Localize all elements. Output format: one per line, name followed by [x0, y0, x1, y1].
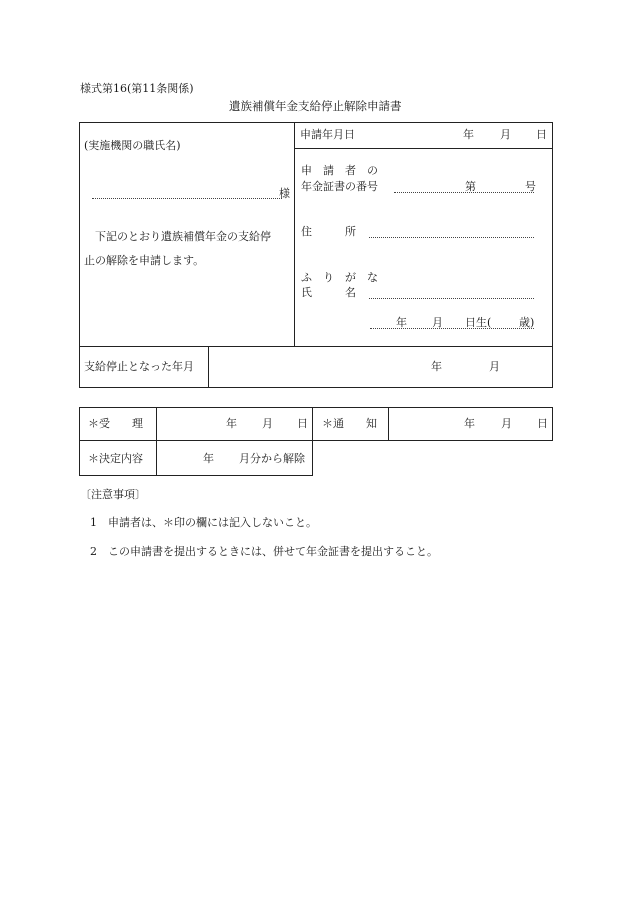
birth-day-label: 日生( [465, 316, 492, 329]
application-date-label: 申請年月日 [300, 128, 355, 141]
official-name-field[interactable] [92, 198, 282, 199]
name-label: 氏 名 [301, 286, 356, 299]
notice-label-divider [388, 407, 389, 441]
applicant-label: 申 請 者 の [301, 164, 378, 177]
address-field[interactable] [369, 237, 534, 238]
address-label: 住 所 [301, 225, 356, 238]
receipt-day: 日 [297, 417, 308, 430]
birth-year-label: 年 [396, 316, 407, 329]
official-name-label: (実施機関の職氏名) [84, 139, 181, 152]
birth-date-field[interactable] [370, 328, 534, 329]
application-statement-line2: 止の解除を申請します。 [84, 254, 205, 267]
notes-heading: 〔注意事項〕 [80, 488, 146, 501]
name-field[interactable] [369, 298, 534, 299]
table-center-divider [294, 122, 295, 346]
decision-label: ＊決定内容 [88, 452, 143, 465]
notice-day: 日 [537, 417, 548, 430]
birth-month-label: 月 [432, 316, 443, 329]
form-title: 遺族補償年金支給停止解除申請書 [229, 99, 402, 113]
receipt-notice-divider [312, 407, 313, 441]
cert-dai-label: 第 [465, 180, 476, 193]
application-date-month: 月 [500, 128, 511, 141]
sama-label: 様 [279, 187, 290, 200]
date-row-divider [294, 148, 553, 149]
cert-number-label: 年金証書の番号 [301, 180, 378, 193]
note-1-number: 1 [90, 516, 97, 529]
suspension-label: 支給停止となった年月 [84, 360, 194, 373]
cert-go-label: 号 [525, 180, 536, 193]
cert-number-field[interactable] [394, 192, 534, 193]
suspension-month-label: 月 [489, 360, 500, 373]
note-2-text: この申請書を提出するときには、併せて年金証書を提出すること。 [108, 545, 438, 558]
suspension-year-label: 年 [431, 360, 442, 373]
receipt-label: ＊受 理 [88, 417, 143, 430]
suspension-label-divider [208, 346, 209, 388]
application-date-day: 日 [536, 128, 547, 141]
suspension-row-divider [79, 346, 553, 347]
decision-text: 月分から解除 [239, 452, 305, 465]
form-number: 様式第16(第11条関係) [80, 82, 194, 95]
receipt-month: 月 [262, 417, 273, 430]
note-1-text: 申請者は、＊印の欄には記入しないこと。 [108, 516, 317, 529]
notice-label: ＊通 知 [322, 417, 377, 430]
notice-month: 月 [501, 417, 512, 430]
age-label: 歳) [519, 316, 535, 329]
decision-year: 年 [203, 452, 214, 465]
receipt-label-divider [156, 407, 157, 476]
office-receipt-row [79, 407, 553, 441]
receipt-year: 年 [226, 417, 237, 430]
notice-year: 年 [464, 417, 475, 430]
furigana-label: ふ り が な [301, 271, 378, 284]
application-statement-line1: 下記のとおり遺族補償年金の支給停 [95, 230, 271, 243]
application-date-year: 年 [463, 128, 474, 141]
note-2-number: 2 [90, 545, 97, 558]
